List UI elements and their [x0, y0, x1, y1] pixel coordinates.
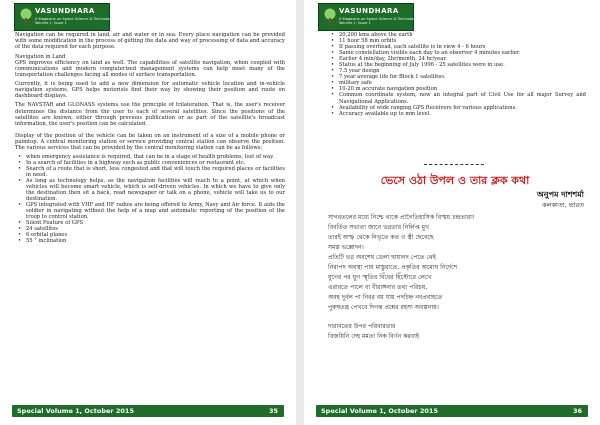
- page-footer: [12, 405, 284, 417]
- list-item: • Same constellation visible each day to an observer 4 minutes earlier.: [339, 50, 586, 56]
- list-item: • 7.5 year design: [339, 68, 586, 74]
- magazine-logo: [318, 3, 418, 31]
- list-item: • Status at the beginning of July 1996 - 25 satellites were in use.: [339, 62, 586, 68]
- list-item: • 11 hour 58 min orbits: [339, 38, 586, 44]
- footer-label: Special Volume 1, October 2015: [321, 407, 438, 415]
- poem-line: অবহ দুর্বল পা নিবর বয় যায় পদচিহ্ন নবপ্রবাহতে: [328, 294, 443, 301]
- poem-line: প্রতিটি ভগ্ন অবশেষ ডেলা ছায়ানদ পেতে থেই: [328, 254, 436, 261]
- page-right: [304, 0, 600, 425]
- logo-subtitle: A Magazine on Space Science & Technology Volume 1, Issue 1: [339, 17, 418, 25]
- paragraph: The NAVSTAR and GLONASS systems use the principle of trilateration. That is, the user's receiver determines the distance from the user to each of several satellites. Since the positions of the satellites are known, either through previous publication or as part of the satellite's broadcast information, the user's position can be calculated.: [15, 102, 285, 127]
- page-number: 36: [572, 407, 582, 415]
- tree-logo-icon: [323, 8, 337, 26]
- list-item: • 24 satellites: [26, 226, 285, 232]
- divider: [424, 164, 484, 165]
- list-item: • 10-20 m accurate navigation position: [339, 86, 586, 92]
- bullet-list: [15, 154, 285, 245]
- right-article-body: [328, 32, 586, 120]
- list-item: • As long as technology helps, as the navigation facilities will reach to a point, at which when vehicles will become smart vehicle, which is self-driven vehicles. In which we have to give only the destination then sit a back, read newspaper or talk on a phone, vehicle will take us to our destination.: [26, 178, 285, 202]
- page-gutter: [296, 0, 304, 425]
- logo-name: VASUNDHARA: [339, 7, 399, 15]
- poem-line: নিরাপদ অবস্থা পায় মাস্তুরাতে, প্রকৃতির অমোঘ নির্দেশে: [328, 264, 458, 271]
- poem-author-place: কলকাতা, ভারত: [542, 201, 584, 209]
- poem-line: দারাবতের উপর পরিবারতার: [328, 323, 396, 330]
- list-item: • Accuracy available up to mm level.: [339, 111, 586, 117]
- bullet-list: [328, 32, 586, 117]
- list-item: • 6 orbital planes: [26, 232, 285, 238]
- poem-title: ভেসে ওঠা উপল ও তার ক্লক কথা: [380, 174, 530, 187]
- list-item: • GPS integrated with VHF and HF radios are being offered to Army, Navy and Air force. It aids the soldier in navigating without the help of a map and automatic reporting of the position of the troop to control station.: [26, 202, 285, 220]
- poem-author: অনুপম দাশশর্মা: [536, 190, 584, 199]
- logo-name: VASUNDHARA: [35, 7, 95, 15]
- list-item: • 20,200 kms above the earth: [339, 32, 586, 38]
- list-item: • Earlier 4 min/day, 2hr/month, 24 hr/year.: [339, 56, 586, 62]
- list-item: • If passing overhead, each satellite is in view 4 - 6 hours: [339, 44, 586, 50]
- list-item: • 55 ° inclination: [26, 238, 285, 244]
- poem-body: [328, 213, 586, 342]
- list-item: • 7 year average life for Block 1 satellites.: [339, 74, 586, 80]
- paragraph: Display of the position of the vehicle can be taken on an instrument of a size of a mobile phone or palmtop. A central monitoring station or service providing central station can observe the position. The various services that can be provided by the central monitoring station can be as follows:: [15, 132, 285, 151]
- list-item: • Search of a route that is short, less congested and that will touch the required places or facilities in need.: [26, 166, 285, 178]
- list-item: • Common coordinate system, now an integral part of Civil Use for all major Survey and Navigational Applications.: [339, 92, 586, 104]
- poem-line: এরারতে পালে বা বীরাঙ্গনার তথ্য পরিচয়,: [328, 284, 428, 291]
- poem-line: সমস্ত ভল্লোদন।: [328, 244, 364, 251]
- magazine-logo: [14, 3, 114, 31]
- page-number: 35: [268, 407, 278, 415]
- tree-logo-icon: [19, 8, 33, 26]
- paragraph: Currently, it is being used to add a new dimension for automatic vehicle location and in-vehicle navigation systems. GPS helps motorists find their way by showing their position and route on dashboard displays.: [15, 81, 285, 100]
- poem-line: তারই অস্ফ থেকে নিভৃতে কত ও স্ত্রী ছেবেছে: [328, 234, 434, 241]
- left-article-body: [15, 32, 285, 248]
- list-item: • military safe: [339, 80, 586, 86]
- logo-subtitle: A Magazine on Space Science & Technology Volume 1, Issue 1: [35, 17, 114, 25]
- poem-line: বিজয়িনি দেহ মমতা নিক বির্ণন করবাই: [328, 333, 420, 340]
- section-heading: Navigation in Land: [15, 54, 66, 61]
- list-item: • when emergency assistance is required, that can be in a stage of health problems, lost of way.: [26, 154, 285, 160]
- stanza-gap: [328, 313, 586, 322]
- list-item: • Availability of wide ranging GPS Receivers for various applications.: [339, 105, 586, 111]
- poem-line: যুগের পর যুগ স্মৃতির বিঁধের হিঁস্টোরে লেখে: [328, 274, 432, 281]
- list-item: • Silent Feature of GPS: [26, 220, 285, 226]
- paragraph: GPS improves efficiency on land as well. The capabilities of satellite navigation, when coupled with communications and modern computerized management systems can help meet many of the transportation challenges facing all modes of surface transportation.: [15, 60, 285, 79]
- page-left: [0, 0, 296, 425]
- page-footer: [316, 405, 588, 417]
- paragraph: Navigation can be required in land, air and water or in sea. Every place navigation can be provided with some modification in the process of getting the data and way of processing of data and accuracy of the data required for each purpose.: [15, 32, 285, 51]
- footer-label: Special Volume 1, October 2015: [17, 407, 134, 415]
- poem-line: পুরুষতন্ত্র পেখবে দিগন্ত প্রশ্নের রহস্য অবল্পনায়।: [328, 304, 439, 311]
- list-item: • In a search of facilities in a highway such as public conveniences or restaurant etc.: [26, 160, 285, 166]
- poem-line: বিবর্তিত সভ্যতা জানে ভগ্নতার নির্লিপ্ত মুখ: [328, 224, 430, 231]
- poem-line: সাগরতলের মধ্যে নিশ্চে থাকে প্রাগৈতিহাসিক বিস্ময় চন্দ্রতারা!: [328, 214, 475, 221]
